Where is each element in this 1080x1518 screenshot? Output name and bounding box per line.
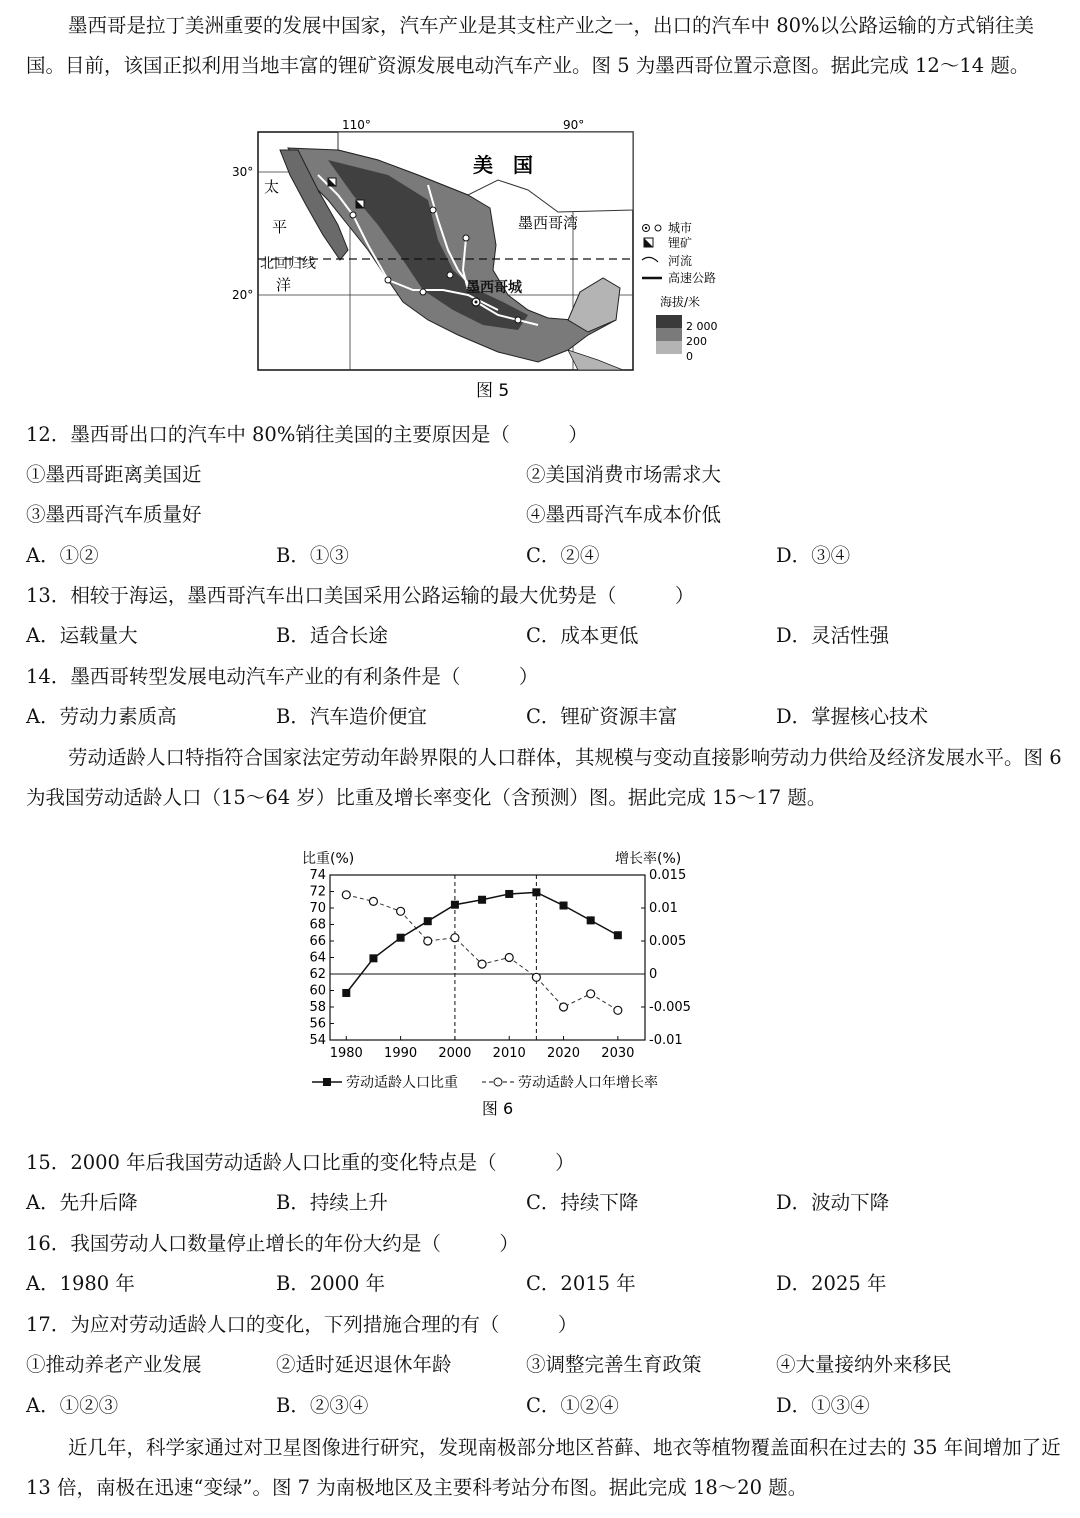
q17-option-a[interactable]: A．①②③: [26, 1394, 119, 1417]
q15-option-a[interactable]: A．先升后降: [26, 1191, 138, 1214]
legend-lithium: 锂矿: [668, 236, 693, 250]
growth-rate-point: [451, 934, 459, 942]
lon-110-label: 110°: [342, 120, 371, 132]
proportion-point: [424, 917, 432, 925]
q12-option-a[interactable]: A．①②: [26, 544, 99, 567]
right-tick-label: -0.01: [649, 1033, 683, 1048]
q12-statement-3: ③墨西哥汽车质量好: [26, 503, 202, 526]
intro-labor-text: 劳动适龄人口特指符合国家法定劳动年龄界限的人口群体，其规模与变动直接影响劳动力供给及经济发展水平。图 6 为我国劳动适龄人口（15～64 岁）比重及增长率变化（含预测）图。据此完成 15～17 题。: [26, 746, 1062, 809]
q13-option-c[interactable]: C．成本更低: [526, 624, 639, 647]
right-tick-label: 0.01: [649, 901, 678, 916]
q16-option-d[interactable]: D．2025 年: [776, 1272, 887, 1295]
legend-elevation-title: 海拔/米: [660, 295, 701, 309]
q16-option-a[interactable]: A．1980 年: [26, 1272, 135, 1295]
q16-stem: 16．我国劳动人口数量停止增长的年份大约是（ ）: [26, 1232, 519, 1255]
q17-statement-1: ①推动养老产业发展: [26, 1353, 202, 1376]
lon-90-label: 90°: [563, 120, 585, 132]
growth-rate-point: [478, 960, 486, 968]
q17-option-d[interactable]: D．①③④: [776, 1394, 870, 1417]
q17-stem: 17．为应对劳动适龄人口的变化，下列措施合理的有（ ）: [26, 1313, 578, 1336]
q13-option-a[interactable]: A．运载量大: [26, 624, 138, 647]
lat-30-label: 30°: [232, 165, 254, 179]
q13-option-d[interactable]: D．灵活性强: [776, 624, 890, 647]
proportion-point: [560, 902, 568, 910]
q13-stem: 13．相较于海运，墨西哥汽车出口美国采用公路运输的最大优势是（ ）: [26, 584, 695, 607]
right-axis-title: 增长率(%): [615, 851, 682, 867]
q16-option-b[interactable]: B．2000 年: [276, 1272, 386, 1295]
proportion-point: [587, 916, 595, 924]
growth-rate-point: [505, 954, 513, 962]
q17-option-c[interactable]: C．①②④: [526, 1394, 619, 1417]
q14-option-a[interactable]: A．劳动力素质高: [26, 705, 177, 728]
growth-rate-point: [424, 937, 432, 945]
proportion-point: [478, 896, 486, 904]
right-tick-label: 0.005: [649, 934, 687, 949]
x-tick-label: 2030: [601, 1046, 635, 1061]
ocean-label-1: 太: [264, 178, 280, 196]
proportion-point: [342, 989, 350, 997]
q14-stem: 14．墨西哥转型发展电动汽车产业的有利条件是（ ）: [26, 665, 539, 688]
right-tick-label: 0: [649, 967, 658, 982]
labor-population-chart: [290, 845, 730, 1130]
proportion-point: [614, 931, 622, 939]
q12-option-c[interactable]: C．②④: [526, 544, 600, 567]
x-tick-label: 2010: [492, 1046, 526, 1061]
q17-statement-4: ④大量接纳外来移民: [776, 1353, 952, 1376]
growth-rate-point: [369, 897, 377, 905]
q15-option-d[interactable]: D．波动下降: [776, 1191, 890, 1214]
tropic-label: 北回归线: [260, 256, 316, 272]
right-tick-label: -0.005: [649, 1000, 691, 1015]
q12-statement-1: ①墨西哥距离美国近: [26, 463, 202, 486]
proportion-point: [451, 901, 459, 909]
intro-labor-paragraph: [26, 738, 1062, 818]
proportion-point: [369, 954, 377, 962]
q17-statement-2: ②适时延迟退休年龄: [276, 1353, 452, 1376]
proportion-point: [505, 890, 513, 898]
legend-e200: 200: [686, 335, 707, 348]
growth-rate-point: [587, 990, 595, 998]
gulf-label: 墨西哥湾: [518, 214, 579, 232]
q12-option-d[interactable]: D．③④: [776, 544, 851, 567]
left-tick-label: 66: [309, 934, 326, 949]
x-tick-label: 2020: [546, 1046, 581, 1061]
growth-rate-point: [560, 1003, 568, 1011]
legend-e0: 0: [686, 350, 693, 363]
left-tick-label: 54: [309, 1033, 326, 1048]
q13-option-b[interactable]: B．适合长途: [276, 624, 388, 647]
legend-e2000: 2 000: [686, 320, 718, 333]
left-tick-label: 62: [309, 967, 326, 982]
q14-option-c[interactable]: C．锂矿资源丰富: [526, 705, 678, 728]
lat-20-label: 20°: [232, 288, 254, 302]
left-tick-label: 58: [309, 1000, 326, 1015]
left-tick-label: 64: [309, 950, 326, 966]
growth-rate-point: [614, 1006, 622, 1014]
legend-growth-label: 劳动适龄人口年增长率: [518, 1075, 658, 1091]
q16-option-c[interactable]: C．2015 年: [526, 1272, 636, 1295]
left-tick-label: 60: [309, 983, 326, 999]
left-tick-label: 56: [309, 1016, 326, 1032]
q12-statement-4: ④墨西哥汽车成本价低: [526, 503, 722, 526]
intro-mexico-paragraph: [26, 6, 1062, 86]
intro-antarctic-paragraph: [26, 1428, 1062, 1508]
capital-label: 墨西哥城: [466, 280, 522, 296]
q15-option-c[interactable]: C．持续下降: [526, 1191, 639, 1214]
map-legend: [642, 221, 718, 363]
q12-statement-2: ②美国消费市场需求大: [526, 463, 722, 486]
legend-proportion-marker: [323, 1078, 331, 1086]
q15-option-b[interactable]: B．持续上升: [276, 1191, 388, 1214]
proportion-point: [397, 934, 405, 942]
x-tick-label: 1990: [384, 1046, 418, 1061]
legend-highway: 高速公路: [668, 271, 717, 285]
figure-6-caption: 图 6: [481, 1099, 514, 1118]
q12-stem: 12．墨西哥出口的汽车中 80%销往美国的主要原因是（ ）: [26, 423, 588, 446]
left-tick-label: 72: [309, 884, 326, 900]
legend-city: 城市: [668, 221, 693, 235]
q14-option-d[interactable]: D．掌握核心技术: [776, 705, 929, 728]
intro-mexico-text: 墨西哥是拉丁美洲重要的发展中国家，汽车产业是其支柱产业之一，出口的汽车中 80%以公路运输的方式销往美国。目前，该国正拟利用当地丰富的锂矿资源发展电动汽车产业。图 5 为墨西哥位置示意图。据此完成 12～14 题。: [26, 14, 1035, 77]
left-axis-title: 比重(%): [302, 851, 355, 867]
growth-rate-point: [532, 973, 540, 981]
mexico-map-figure: [228, 120, 748, 410]
proportion-point: [532, 888, 540, 896]
intro-antarctic-text: 近几年，科学家通过对卫星图像进行研究，发现南极部分地区苔藓、地衣等植物覆盖面积在过去的 35 年间增加了近 13 倍，南极在迅速“变绿”。图 7 为南极地区及主要科考站分布图。据此完成 18～20 题。: [26, 1436, 1061, 1499]
ocean-label-2: 平: [272, 218, 288, 236]
ocean-label-3: 洋: [276, 276, 292, 294]
x-tick-label: 2000: [438, 1046, 472, 1061]
usa-label: 美 国: [473, 153, 533, 177]
left-tick-label: 70: [309, 901, 326, 916]
q17-option-b[interactable]: B．②③④: [276, 1394, 369, 1417]
q14-option-b[interactable]: B．汽车造价便宜: [276, 705, 427, 728]
q17-statement-3: ③调整完善生育政策: [526, 1353, 702, 1376]
legend-river: 河流: [668, 254, 693, 268]
left-tick-label: 68: [309, 917, 326, 933]
right-tick-label: 0.015: [649, 868, 687, 883]
x-tick-label: 1980: [329, 1046, 363, 1061]
q15-stem: 15．2000 年后我国劳动适龄人口比重的变化特点是（ ）: [26, 1151, 575, 1174]
growth-rate-point: [397, 907, 405, 915]
q12-option-b[interactable]: B．①③: [276, 544, 349, 567]
proportion-line: [346, 892, 618, 993]
legend-growth-marker: [494, 1078, 502, 1086]
left-tick-label: 74: [309, 868, 326, 883]
legend-proportion-label: 劳动适龄人口比重: [346, 1075, 458, 1091]
growth-rate-point: [342, 891, 350, 899]
figure-5-caption: 图 5: [476, 381, 510, 401]
